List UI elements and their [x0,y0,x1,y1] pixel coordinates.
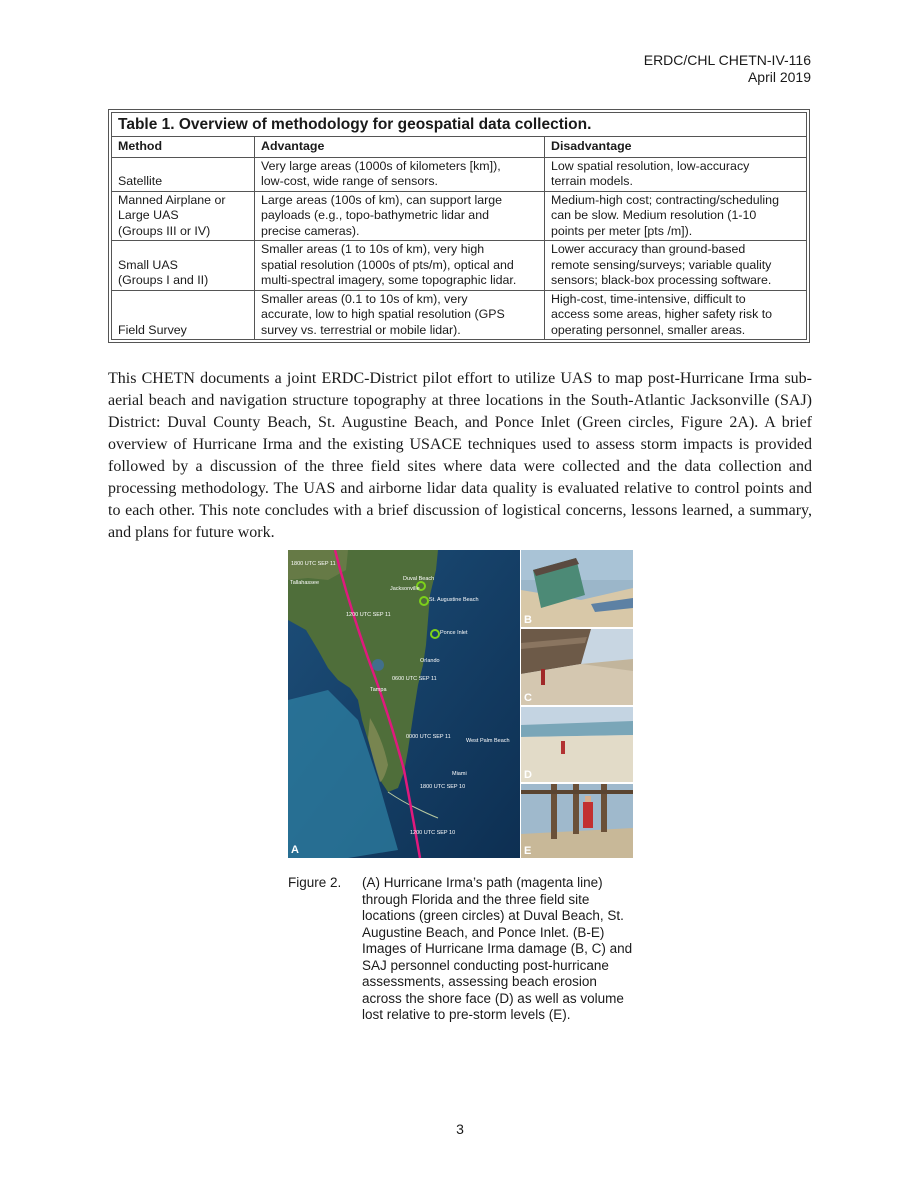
map-label: Tampa [370,687,387,693]
table-row [112,191,807,241]
page-number: 3 [456,1121,464,1137]
methodology-table [108,109,810,343]
cell-line: payloads (e.g., topo-bathymetric lidar and [261,208,489,222]
document-id: ERDC/CHL CHETN-IV-116 [643,52,811,68]
column-header: Advantage [255,137,545,158]
cell-line: survey vs. terrestrial or mobile lidar). [261,322,461,337]
map-label: 0000 UTC SEP 11 [406,734,451,740]
map-label: 1800 UTC SEP 10 [420,784,466,790]
cell-line: Smaller areas (1 to 10s of km), very high [261,242,485,256]
cell-line: Low spatial resolution, low-accuracy [551,158,750,173]
map-label: Orlando [420,658,440,664]
figure-caption [288,875,634,1024]
cell-line: terrain models. [551,174,633,188]
caption-text: (A) Hurricane Irma’s path (magenta line) through Florida and the three field site locations (green circles) at Duval Beach, St. Augustine Beach, and Ponce Inlet. (B-E) Images of Hurricane Irma damage (B, C) and SAJ personnel conducting post-hurricane assessments, assessing beach erosion across the shore face (D) as well as volume lost relative to pre-storm levels (E). [362,875,633,1022]
table-row [112,157,807,191]
map-label: 1200 UTC SEP 10 [410,830,456,836]
cell-line: can be slow. Medium resolution (1-10 [551,208,757,222]
advantage-cell [255,290,545,340]
map-label: 1800 UTC SEP 11 [291,561,336,567]
column-header: Disadvantage [545,137,807,158]
cell-line: Large areas (100s of km), can support large [261,192,503,207]
cell-line: multi-spectral imagery, some topographic lidar. [261,273,517,287]
cell-line: points per meter [pts /m]). [551,223,693,238]
map-label: 1200 UTC SEP 11 [346,612,391,618]
photo-e-pier-pilings [521,784,633,858]
body-paragraph: This CHETN documents a joint ERDC-District pilot effort to utilize UAS to map post-Hurricane Irma sub-aerial beach and navigation structure topography at three locations in the South-Atlantic Jacksonville (SAJ) District: Duval County Beach, St. Augustine Beach, and Ponce Inlet (Green circles, Figure 2A). A brief overview of Hurricane Irma and the existing USACE techniques used to assess storm impacts is provided followed by a discussion of the three field sites where data were collected and the data collection and processing methodology. The UAS and airborne lidar data quality is evaluated relative to control points and to each other. This note concludes with a brief discussion of logistical concerns, lessons learned, a summary, and plans for future work. [108,370,812,541]
disadvantage-cell [545,241,807,291]
hurricane-track-map [288,550,520,858]
document-date: April 2019 [747,69,811,85]
method-cell [112,290,255,340]
caption-label: Figure 2. [288,875,342,890]
advantage-cell [255,157,545,191]
figure-2 [288,550,633,858]
advantage-cell [255,191,545,241]
cell-line: (Groups I and II) [118,273,209,287]
surveyor-figure [583,802,593,828]
cell-line: Field Survey [118,322,187,337]
table-row [112,241,807,291]
surveyor-figure [561,741,565,754]
panel-label-c: C [524,692,532,704]
disadvantage-cell [545,290,807,340]
page-header [644,52,811,86]
method-cell [112,157,255,191]
cell-line: remote sensing/surveys; variable quality [551,257,772,272]
cell-line: accurate, low to high spatial resolution (GPS [261,307,505,321]
map-label: Jacksonville [390,586,420,592]
cell-line: low-cost, wide range of sensors. [261,174,438,188]
map-label: 0600 UTC SEP 11 [392,676,437,682]
surveyor-figure [541,669,545,685]
lake-okeechobee [372,659,384,671]
photo-b-damaged-house [521,550,633,627]
cell-line: spatial resolution (1000s of pts/m), optical and [261,257,514,272]
cell-line: operating personnel, smaller areas. [551,322,746,337]
map-label: Miami [452,771,467,777]
map-label: Ponce Inlet [440,630,468,636]
cell-line: Small UAS [118,257,178,272]
cell-line: access some areas, higher safety risk to [551,307,773,321]
table-row [112,290,807,340]
map-label: West Palm Beach [466,738,510,744]
panel-label-b: B [524,614,532,626]
map-label: St. Augustine Beach [429,597,479,603]
table-title: Table 1. Overview of methodology for geospatial data collection. [111,112,807,136]
method-cell [112,191,255,241]
map-label: Duval Beach [403,576,435,582]
panel-label-d: D [524,769,532,781]
method-cell [112,241,255,291]
panel-label-a: A [291,844,299,856]
cell-line: Smaller areas (0.1 to 10s of km), very [261,291,468,306]
photo-d-beach-survey [521,707,633,782]
column-header: Method [112,137,255,158]
disadvantage-cell [545,191,807,241]
table-grid [111,136,807,340]
panel-label-e: E [524,845,532,857]
cell-line: precise cameras). [261,223,360,238]
table-header-row [112,137,807,158]
cell-line: sensors; black-box processing software. [551,273,772,287]
cell-line: Very large areas (1000s of kilometers [km]), [261,158,501,173]
cell-line: Lower accuracy than ground-based [551,242,746,256]
cell-line: High-cost, time-intensive, difficult to [551,291,746,306]
cell-line: Medium-high cost; contracting/scheduling [551,192,779,207]
cell-line: Large UAS [118,208,179,222]
disadvantage-cell [545,157,807,191]
photo-c-eroded-dune [521,629,633,705]
cell-line: Satellite [118,174,163,188]
cell-line: Manned Airplane or [118,192,226,207]
cell-line: (Groups III or IV) [118,223,211,238]
map-label: Tallahassee [290,580,320,586]
advantage-cell [255,241,545,291]
